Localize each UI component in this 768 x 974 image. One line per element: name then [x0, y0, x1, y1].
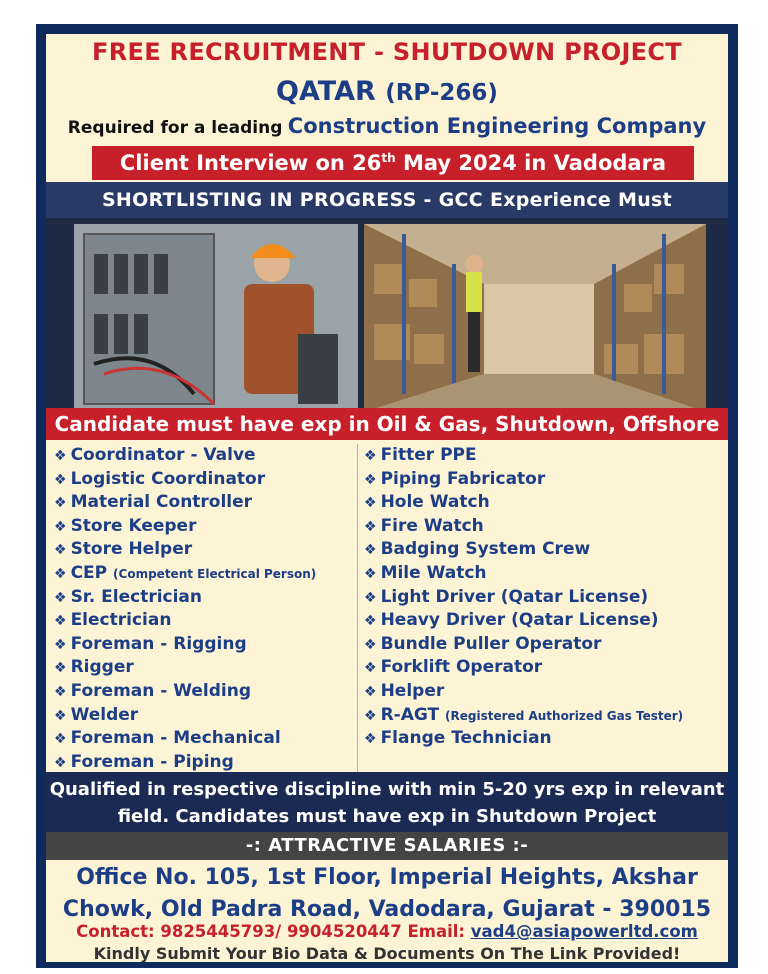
company-name: Construction Engineering Company	[287, 114, 707, 138]
diamond-bullet-icon: ❖	[364, 471, 377, 488]
position-item	[54, 586, 357, 610]
position-label: Foreman - Mechanical	[70, 728, 281, 749]
positions-column-left	[54, 444, 358, 774]
diamond-bullet-icon: ❖	[364, 660, 377, 677]
position-item	[54, 633, 357, 657]
position-item	[54, 680, 357, 704]
contact-phones: Contact: 9825445793/ 9904520447 Email:	[76, 922, 466, 941]
address-line-1: Office No. 105, 1st Floor, Imperial Heights, Akshar	[76, 865, 698, 890]
required-prefix: Required for a leading	[67, 118, 283, 138]
position-label: Bundle Puller Operator	[380, 633, 602, 654]
reference-code: (RP-266)	[385, 80, 498, 106]
position-label: Light Driver (Qatar License)	[380, 586, 649, 607]
position-label: Sr. Electrician	[70, 586, 203, 607]
position-item	[54, 444, 357, 468]
diamond-bullet-icon: ❖	[364, 448, 377, 464]
diamond-bullet-icon: ❖	[364, 613, 377, 630]
diamond-bullet-icon: ❖	[364, 707, 377, 724]
position-item	[54, 468, 357, 492]
diamond-bullet-icon: ❖	[364, 683, 377, 700]
salary-banner: -: ATTRACTIVE SALARIES :-	[46, 832, 728, 860]
position-label: R-AGT	[380, 704, 440, 725]
position-item	[364, 704, 728, 728]
position-item	[364, 444, 728, 468]
qualification-banner	[46, 772, 728, 832]
submit-instruction: Kindly Submit Your Bio Data & Documents On The Link Provided!	[93, 944, 681, 963]
diamond-bullet-icon: ❖	[364, 565, 377, 582]
position-label: Fitter PPE	[380, 445, 477, 465]
photo-strip	[46, 218, 728, 418]
diamond-bullet-icon: ❖	[54, 518, 67, 535]
position-label: Badging System Crew	[380, 539, 591, 560]
position-label: Logistic Coordinator	[70, 468, 266, 489]
diamond-bullet-icon: ❖	[54, 660, 67, 677]
diamond-bullet-icon: ❖	[54, 683, 67, 700]
position-item	[364, 727, 728, 751]
poster-frame	[36, 24, 738, 968]
diamond-bullet-icon: ❖	[54, 589, 67, 606]
diamond-bullet-icon: ❖	[54, 495, 67, 512]
positions-list	[46, 444, 728, 774]
position-label: Rigger	[70, 657, 134, 678]
position-label: CEP	[70, 562, 108, 583]
position-item	[364, 656, 728, 680]
position-item	[364, 538, 728, 562]
diamond-bullet-icon: ❖	[54, 731, 67, 748]
position-label: Piping Fabricator	[380, 468, 546, 489]
diamond-bullet-icon: ❖	[54, 448, 67, 464]
interview-prefix: Client Interview on 26	[119, 151, 382, 175]
position-label: Electrician	[70, 610, 172, 631]
diamond-bullet-icon: ❖	[364, 636, 377, 653]
qualification-line-2: field. Candidates must have exp in Shutdown Project	[117, 806, 657, 827]
diamond-bullet-icon: ❖	[364, 495, 377, 512]
address-line-2: Chowk, Old Padra Road, Vadodara, Gujarat - 390015	[62, 897, 712, 922]
diamond-bullet-icon: ❖	[364, 731, 377, 748]
position-label: Material Controller	[70, 492, 253, 513]
position-label: Foreman - Piping	[70, 751, 234, 772]
position-item	[364, 468, 728, 492]
country-heading	[46, 76, 728, 107]
position-note: (Registered Authorized Gas Tester)	[445, 708, 684, 723]
interview-suffix: May 2024 in Vadodara	[395, 151, 667, 175]
country-name: QATAR	[276, 76, 376, 107]
position-item	[364, 680, 728, 704]
position-note: (Competent Electrical Person)	[113, 566, 317, 581]
position-label: Heavy Driver (Qatar License)	[380, 610, 659, 631]
qualification-line-1: Qualified in respective discipline with min 5-20 yrs exp in relevant	[49, 779, 725, 800]
position-label: Helper	[380, 680, 445, 701]
electrician-photo	[74, 224, 358, 412]
position-label: Foreman - Rigging	[70, 633, 247, 654]
diamond-bullet-icon: ❖	[54, 754, 67, 771]
position-item	[54, 538, 357, 562]
diamond-bullet-icon: ❖	[364, 589, 377, 606]
contact-email-link[interactable]: vad4@asiapowerltd.com	[470, 922, 698, 941]
position-label: Welder	[70, 704, 139, 725]
interview-banner	[92, 146, 694, 180]
position-label: Foreman - Welding	[70, 680, 252, 701]
poster-body	[46, 34, 728, 962]
position-item	[54, 727, 357, 751]
office-address	[46, 862, 728, 926]
requirement-banner: Candidate must have exp in Oil & Gas, Shutdown, Offshore	[46, 408, 728, 440]
diamond-bullet-icon: ❖	[54, 707, 67, 724]
position-item	[54, 562, 357, 586]
position-label: Store Keeper	[70, 515, 197, 536]
position-label: Flange Technician	[380, 728, 552, 749]
position-item	[364, 491, 728, 515]
diamond-bullet-icon: ❖	[54, 542, 67, 559]
position-item	[364, 633, 728, 657]
position-label: Forklift Operator	[380, 657, 543, 678]
interview-sup: th	[381, 151, 396, 165]
position-label: Mile Watch	[380, 562, 487, 583]
position-label: Fire Watch	[380, 515, 484, 536]
position-label: Hole Watch	[380, 492, 490, 513]
company-line	[46, 114, 728, 138]
position-item	[364, 515, 728, 539]
positions-column-right	[364, 444, 728, 751]
position-item	[54, 491, 357, 515]
position-label: Coordinator - Valve	[70, 445, 256, 465]
position-item	[54, 751, 357, 775]
diamond-bullet-icon: ❖	[364, 518, 377, 535]
poster-title: FREE RECRUITMENT - SHUTDOWN PROJECT	[92, 38, 682, 66]
position-item	[364, 609, 728, 633]
position-label: Store Helper	[70, 539, 193, 560]
diamond-bullet-icon: ❖	[54, 471, 67, 488]
diamond-bullet-icon: ❖	[54, 636, 67, 653]
position-item	[54, 609, 357, 633]
diamond-bullet-icon: ❖	[364, 542, 377, 559]
warehouse-photo	[364, 224, 706, 412]
contact-line	[46, 922, 728, 941]
position-item	[54, 656, 357, 680]
shortlisting-banner: SHORTLISTING IN PROGRESS - GCC Experience Must	[46, 182, 728, 218]
position-item	[364, 562, 728, 586]
position-item	[364, 586, 728, 610]
diamond-bullet-icon: ❖	[54, 613, 67, 630]
position-item	[54, 515, 357, 539]
diamond-bullet-icon: ❖	[54, 565, 67, 582]
position-item	[54, 704, 357, 728]
